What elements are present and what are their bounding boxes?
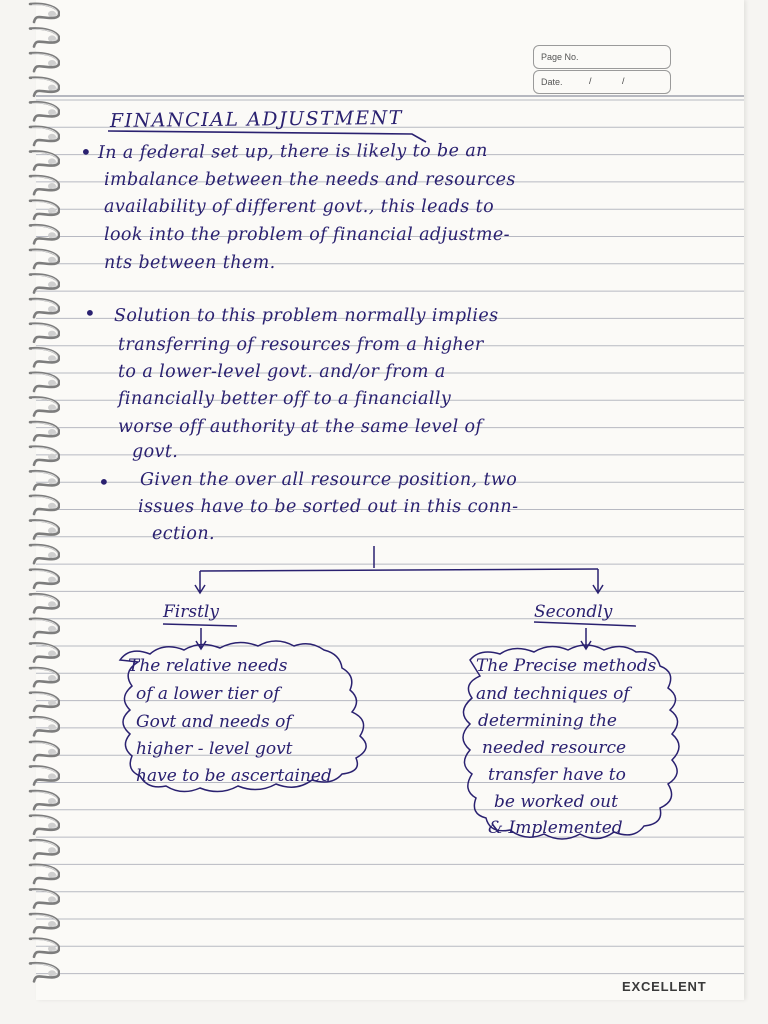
- left-cloud-line: of a lower tier of: [136, 684, 280, 704]
- right-cloud-line: transfer have to: [488, 765, 626, 785]
- right-cloud-line: & Implemented: [488, 818, 623, 838]
- para2-line: to a lower-level govt. and/or from a: [118, 362, 446, 382]
- right-cloud-line: and techniques of: [476, 684, 630, 704]
- right-cloud-line: determining the: [478, 711, 617, 731]
- bullet-icon: •: [98, 470, 110, 494]
- para3-line: Given the over all resource position, two: [140, 470, 518, 490]
- para1-line: look into the problem of financial adjustme-: [104, 225, 510, 245]
- right-cloud-line: be worked out: [494, 792, 618, 812]
- left-cloud-line: Govt and needs of: [136, 712, 292, 732]
- para3-line: ection.: [152, 524, 215, 544]
- para3-line: issues have to be sorted out in this conn-: [138, 497, 519, 517]
- bullet-icon: •: [80, 140, 92, 164]
- left-cloud-line: higher - level govt: [136, 739, 293, 759]
- firstly-heading: Firstly: [163, 602, 219, 622]
- secondly-heading: Secondly: [534, 602, 613, 622]
- page-title: FINANCIAL ADJUSTMENT: [109, 106, 403, 132]
- page-no-label: Page No.: [541, 52, 579, 62]
- right-cloud-line: needed resource: [482, 738, 627, 758]
- para2-line: Solution to this problem normally implies: [114, 306, 499, 326]
- para1-line: availability of different govt., this leads to: [104, 197, 495, 217]
- para2-line: worse off authority at the same level of: [118, 417, 483, 437]
- left-cloud-line: The relative needs: [128, 656, 288, 676]
- date-separator: /: [589, 76, 592, 86]
- para1-line: In a federal set up, there is likely to be an: [97, 140, 488, 163]
- para1-line: nts between them.: [104, 253, 276, 273]
- brand-footer: EXCELLENT: [622, 979, 707, 994]
- date-separator: /: [622, 76, 625, 86]
- para2-line: transferring of resources from a higher: [118, 335, 484, 355]
- date-label: Date.: [541, 77, 563, 87]
- right-cloud-line: The Precise methods: [476, 656, 657, 676]
- para2-line: govt.: [132, 442, 179, 462]
- para1-line: imbalance between the needs and resources: [104, 170, 516, 190]
- left-cloud-line: have to be ascertained: [136, 766, 332, 786]
- para2-line: financially better off to a financially: [118, 389, 452, 409]
- bullet-icon: •: [84, 301, 96, 325]
